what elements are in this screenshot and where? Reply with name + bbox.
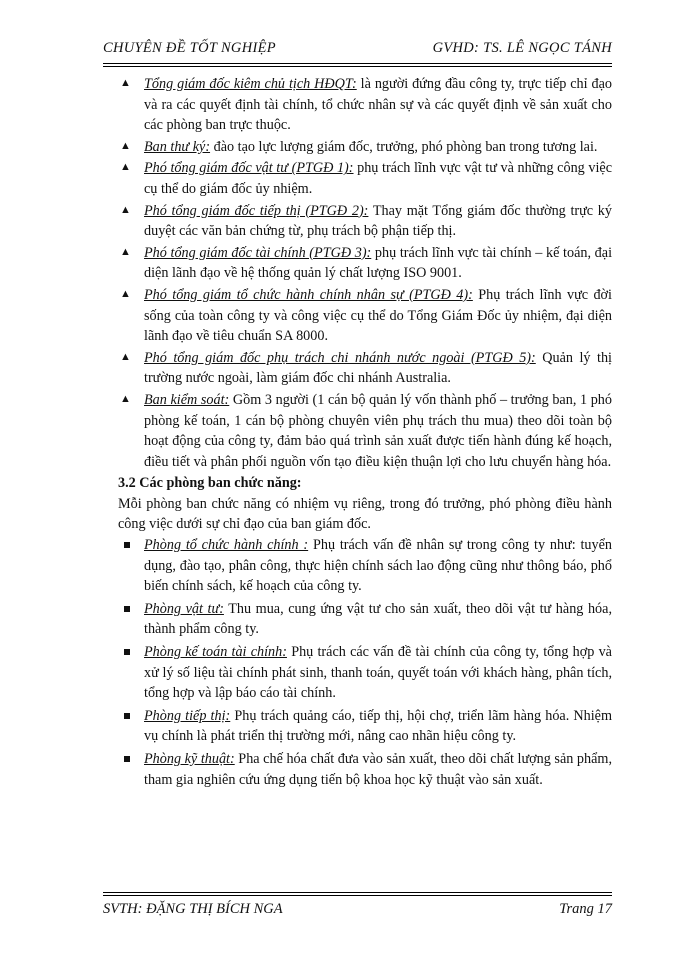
department-text: Thu mua, cung ứng vật tư cho sản xuất, theo dõi vật tư hàng hóa, thành phẩm công ty. <box>144 600 612 638</box>
role-term: Phó tổng giám đốc tiếp thị (PTGĐ 2): <box>144 202 369 219</box>
role-term: Tổng giám đốc kiêm chủ tịch HĐQT: <box>144 76 357 92</box>
triangle-bullet-icon: ▲ <box>120 392 131 405</box>
square-bullet-icon <box>124 606 130 612</box>
department-text: Phụ trách quảng cáo, tiếp thị, hội chợ, triển lãm hàng hóa. Nhiệm vụ chính là phát triển thị trường mới, nâng cao nhãn hiệu công ty. <box>144 707 612 745</box>
square-bullet-icon <box>124 756 130 762</box>
footer-author: SVTH: ĐẶNG THỊ BÍCH NGA <box>103 901 283 917</box>
role-text: phụ trách lĩnh vực tài chính – kế toán, đại diện lãnh đạo về hệ thống quản lý chất lượng ISO 9001. <box>144 244 613 282</box>
triangle-bullet-icon: ▲ <box>120 77 131 89</box>
role-term: Phó tổng giám đốc tài chính (PTGĐ 3): <box>144 244 372 261</box>
role-text: là người đứng đầu công ty, trực tiếp chỉ đạo và ra các quyết định tài chính, tổ chức nhân sự và các quyết định về sản xuất cho các phòng ban trực thuộc. <box>144 76 613 134</box>
role-text: Phụ trách lĩnh vực đời sống của toàn công ty và công việc cụ thể do Tổng Giám Đốc ủy nhiệm, đại diện lãnh đạo về tiêu chuẩn SA 8000. <box>144 286 613 345</box>
department-term: Phòng kế toán tài chính: <box>144 644 287 661</box>
triangle-bullet-icon: ▲ <box>120 350 131 363</box>
square-bullet-icon <box>124 649 130 655</box>
list-item <box>120 599 612 640</box>
triangle-bullet-icon: ▲ <box>120 245 131 258</box>
department-term: Phòng kỹ thuật: <box>144 751 235 767</box>
list-item <box>120 390 612 472</box>
page-footer <box>103 901 612 925</box>
header-rule <box>103 63 612 67</box>
department-text: Pha chế hóa chất đưa vào sản xuất, theo dõi chất lượng sản phẩm, tham gia nghiên cứu ứng dụng tiến bộ khoa học kỹ thuật vào sản xuất. <box>144 751 612 788</box>
header-title: CHUYÊN ĐỀ TỐT NGHIỆP <box>103 40 276 56</box>
role-term: Phó tổng giám tổ chức hành chính nhân sự (PTGĐ 4): <box>144 286 473 303</box>
list-item <box>120 285 612 347</box>
department-text: Phụ trách vấn đề nhân sự trong công ty như: tuyển dụng, đào tạo, phân công, thực hiện chính sách lao động cũng như thông báo, phổ biến chính sách, kế hoạch của công ty. <box>144 537 613 595</box>
departments-list <box>120 535 612 790</box>
roles-list <box>120 74 612 472</box>
page-body <box>120 74 612 792</box>
department-term: Phòng tiếp thị: <box>144 707 231 724</box>
role-text: Thay mặt Tổng giám đốc thường trực ký duyệt các văn bản chứng từ, phụ trách bộ phận tiếp thị. <box>144 202 612 240</box>
page-header <box>103 38 612 62</box>
role-term: Ban thư ký: <box>144 138 211 155</box>
list-item <box>120 642 612 704</box>
department-term: Phòng vật tư: <box>144 600 224 617</box>
department-term: Phòng tổ chức hành chính : <box>144 537 309 554</box>
triangle-bullet-icon: ▲ <box>120 161 131 174</box>
page-number: Trang 17 <box>559 901 612 917</box>
list-item <box>120 243 612 284</box>
triangle-bullet-icon: ▲ <box>120 139 131 152</box>
role-text: phụ trách lĩnh vực vật tư và những công việc cụ thể do giám đốc ủy nhiệm. <box>144 160 612 197</box>
footer-rule <box>103 892 612 896</box>
list-item <box>120 348 612 389</box>
triangle-bullet-icon: ▲ <box>120 287 131 300</box>
section-heading: 3.2 Các phòng ban chức năng: <box>118 475 302 492</box>
role-term: Ban kiểm soát: <box>144 391 230 408</box>
triangle-bullet-icon: ▲ <box>120 203 131 216</box>
list-item <box>120 706 612 747</box>
square-bullet-icon <box>124 713 130 719</box>
department-text: Phụ trách các vấn đề tài chính của công ty, tổng hợp và xử lý số liệu tài chính phát sinh, thanh toán, quyết toán với khách hàng, phân tích, tổng hợp và lập báo cáo tài chính. <box>144 644 612 702</box>
section-intro: Mỗi phòng ban chức năng có nhiệm vụ riêng, trong đó trưởng, phó phòng điều hành công việc dưới sự chỉ đạo của ban giám đốc. <box>118 495 612 533</box>
role-text: đào tạo lực lượng giám đốc, trưởng, phó phòng ban trong tương lai. <box>210 138 598 155</box>
list-item <box>120 535 612 597</box>
square-bullet-icon <box>124 542 130 548</box>
list-item <box>120 74 612 136</box>
list-item <box>120 201 612 242</box>
role-text: Gồm 3 người (1 cán bộ quản lý vốn thành phố – trưởng ban, 1 phó phòng kế toán, 1 cán bộ phòng chuyên viên phụ trách thu mua) theo dõi toàn bộ hoạt động của công ty, đảm bảo quá trình sản xuất được tiến hành đúng kế hoạch, điều tiết và phân phối nguồn vốn tạo điều kiện thuận lợi cho lưu chuyển hàng hóa. <box>144 391 612 470</box>
list-item <box>120 749 612 790</box>
role-term: Phó tổng giám đốc phụ trách chi nhánh nước ngoài (PTGĐ 5): <box>144 349 536 366</box>
role-text: Quản lý thị trường nước ngoài, làm giám đốc chi nhánh Australia. <box>144 349 612 387</box>
list-item <box>120 137 612 158</box>
role-term: Phó tổng giám đốc vật tư (PTGĐ 1): <box>144 160 354 177</box>
list-item <box>120 158 612 199</box>
header-advisor: GVHD: TS. LÊ NGỌC TÁNH <box>432 40 612 56</box>
